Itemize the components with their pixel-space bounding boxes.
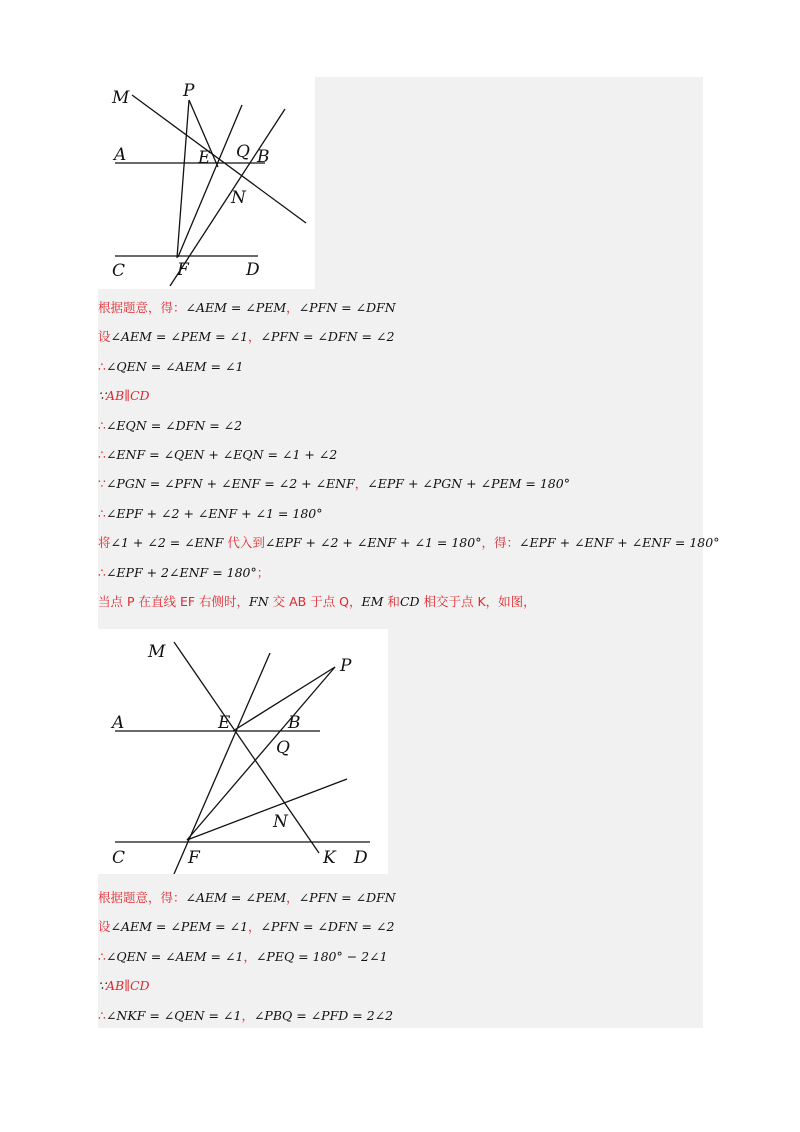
solution-text-segment: AB∥CD	[105, 388, 150, 404]
label-C: C	[112, 848, 126, 868]
solution-text-segment: 根据题意，得：	[98, 890, 186, 905]
solution-line	[98, 593, 703, 611]
solution-line	[98, 387, 703, 405]
label-D: D	[246, 260, 260, 280]
solution-text-segment: 交 AB 于点 Q，	[268, 594, 362, 609]
label-M: M	[112, 88, 130, 108]
label-P: P	[340, 656, 352, 676]
solution-text-segment: ，	[354, 476, 368, 492]
solution-line	[98, 564, 703, 582]
solution-text-segment: ∠EPF + 2∠ENF = 180°	[105, 564, 257, 580]
label-P: P	[183, 81, 195, 101]
solution-text-segment: ∠QEN = ∠AEM = ∠1	[105, 948, 244, 964]
solution-panel	[98, 77, 720, 1028]
figure-1-svg	[98, 77, 315, 289]
solution-text-segment: ∠PEQ = 180° − 2∠1	[255, 948, 388, 964]
label-A: A	[114, 145, 127, 165]
line-EF	[178, 105, 242, 257]
solution-text-segment: ∴	[98, 358, 106, 374]
solution-text-segment: ∠AEM = ∠PEM = ∠1	[110, 329, 249, 345]
solution-text-segment: ∠QEN = ∠AEM = ∠1	[105, 358, 244, 374]
solution-text-segment: ∴	[98, 564, 106, 580]
solution-text-segment: ，	[248, 919, 261, 935]
solution-line	[98, 1007, 703, 1025]
solution-text-segment: 将	[98, 535, 111, 551]
solution-text-segment: ∴	[98, 505, 106, 521]
label-E: E	[198, 148, 211, 168]
solution-text-segment: ∵	[98, 388, 106, 404]
solution-text-segment: ∴	[98, 948, 106, 964]
solution-text-segment: ，	[243, 948, 256, 964]
solution-text-segment: ，	[286, 300, 299, 315]
solution-text-segment: ∠EPF + ∠PGN + ∠PEM = 180°	[367, 476, 570, 492]
solution-text-segment: ∠ENF = ∠QEN + ∠EQN = ∠1 + ∠2	[105, 447, 338, 462]
label-Q: Q	[276, 738, 290, 758]
solution-text-segment: ∠PFN = ∠DFN = ∠2	[260, 329, 395, 345]
label-K: K	[323, 848, 336, 868]
solution-text-segment: ∠AEM = ∠PEM	[185, 890, 287, 905]
solution-text-segment: ∠AEM = ∠PEM = ∠1	[110, 919, 249, 935]
solution-text-segment: ∠AEM = ∠PEM	[185, 300, 287, 315]
solution-text-segment: ，	[286, 890, 299, 905]
solution-line	[98, 446, 703, 464]
solution-line	[98, 417, 703, 435]
solution-text-segment: ∠EPF + ∠2 + ∠ENF + ∠1 = 180°	[264, 535, 482, 551]
solution-text-segment: ，	[241, 1007, 254, 1023]
solution-text-segment: 代入到	[223, 535, 265, 551]
solution-line	[98, 358, 703, 376]
solution-text-segment: ∴	[98, 1007, 106, 1023]
label-B: B	[257, 147, 270, 167]
solution-text-segment: ∠EPF + ∠2 + ∠ENF + ∠1 = 180°	[105, 505, 323, 521]
line-MK	[174, 642, 319, 853]
solution-text-segment: 和	[383, 594, 400, 609]
solution-line	[98, 977, 703, 995]
geometry-figure-1	[98, 77, 315, 289]
solution-text-segment: AB∥CD	[105, 978, 150, 994]
solution-text-segment: EM	[361, 594, 384, 609]
solution-text-segment: ∠PFN = ∠DFN	[298, 300, 396, 315]
label-F: F	[188, 848, 200, 868]
solution-line	[98, 534, 720, 552]
solution-text-segment: ，得：	[481, 535, 519, 551]
label-D: D	[354, 848, 368, 868]
solution-text-segment: 设	[98, 329, 111, 345]
label-M: M	[148, 642, 166, 662]
solution-text-segment: ∠EPF + ∠ENF + ∠ENF = 180°	[518, 535, 720, 551]
solution-line	[98, 475, 703, 493]
solution-text-segment: ∵	[98, 978, 106, 994]
solution-line	[98, 948, 703, 966]
label-F: F	[177, 260, 189, 280]
solution-text-segment: ∠PFN = ∠DFN = ∠2	[260, 919, 395, 935]
label-N: N	[273, 812, 288, 832]
line-EF-extended	[174, 653, 270, 874]
solution-text-segment: ∠PGN = ∠PFN + ∠ENF = ∠2 + ∠ENF	[105, 476, 355, 492]
solution-line	[98, 889, 703, 907]
solution-line	[98, 328, 703, 346]
solution-text-segment: FN	[249, 594, 269, 609]
solution-text-segment: ，	[248, 329, 261, 345]
solution-text-segment: 相交于点 K，如图，	[419, 594, 536, 609]
solution-text-segment: ∠EQN = ∠DFN = ∠2	[105, 417, 243, 433]
solution-text-segment: 设	[98, 919, 111, 935]
solution-line	[98, 505, 703, 523]
line-EP	[233, 667, 335, 731]
label-E: E	[218, 713, 231, 733]
solution-text-segment: ∵	[98, 476, 106, 492]
solution-text-segment: ∠1 + ∠2 = ∠ENF	[110, 535, 224, 551]
solution-line	[98, 299, 703, 317]
solution-text-segment: ∠NKF = ∠QEN = ∠1	[105, 1007, 242, 1023]
solution-text-segment: 根据题意，得：	[98, 300, 186, 315]
geometry-figure-2	[98, 629, 388, 874]
solution-text-segment: ∴	[98, 417, 106, 433]
solution-text-segment: CD	[399, 594, 420, 609]
solution-text-segment: ∴	[98, 447, 106, 462]
solution-text-segment: ∠PFN = ∠DFN	[298, 890, 396, 905]
label-B: B	[288, 713, 301, 733]
label-N: N	[231, 188, 246, 208]
label-C: C	[112, 261, 126, 281]
figure-2-svg	[98, 629, 388, 874]
solution-text-segment: 当点 P 在直线 EF 右侧时，	[98, 594, 250, 609]
solution-text-segment: ∠PBQ = ∠PFD = 2∠2	[253, 1007, 394, 1023]
solution-text-segment: ；	[256, 564, 270, 580]
label-Q: Q	[236, 142, 250, 162]
solution-line	[98, 918, 703, 936]
label-A: A	[112, 713, 125, 733]
